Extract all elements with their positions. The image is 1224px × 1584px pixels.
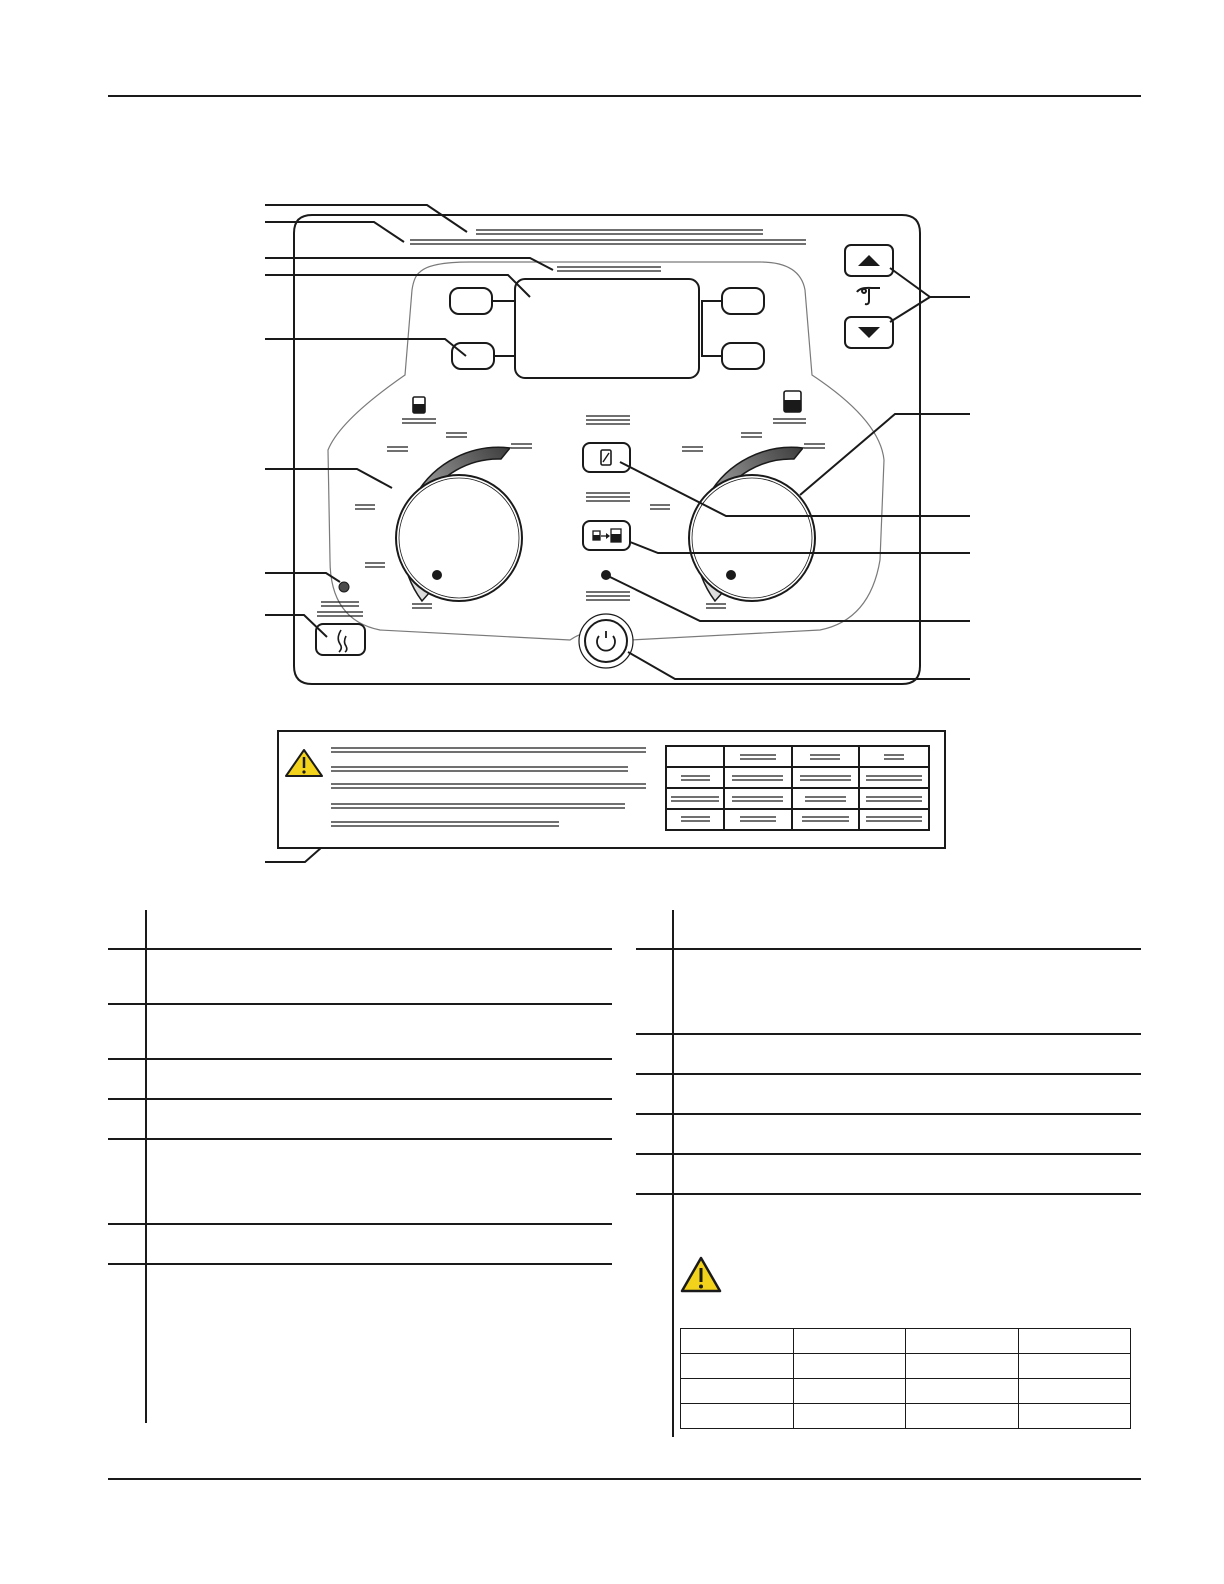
table-row — [681, 1354, 1131, 1379]
right-row-rule-5 — [636, 1153, 1141, 1155]
soft-key-bottom-right[interactable] — [722, 343, 764, 369]
left-row-rule-1 — [108, 948, 612, 950]
center-status-led — [601, 570, 611, 580]
left-knob[interactable] — [396, 447, 522, 601]
soft-key-top-left[interactable] — [450, 288, 492, 314]
left-status-led — [339, 582, 349, 592]
soft-key-top-right[interactable] — [722, 288, 764, 314]
right-knob[interactable] — [689, 447, 815, 601]
left-table-divider — [145, 910, 147, 1423]
footer-rule — [108, 1478, 1141, 1480]
left-row-rule-4 — [108, 1098, 612, 1100]
left-knob-indicator — [432, 570, 442, 580]
right-row-rule-4 — [636, 1113, 1141, 1115]
right-row-rule-2 — [636, 1033, 1141, 1035]
warning-label — [278, 731, 945, 848]
left-row-rule-5 — [108, 1138, 612, 1140]
power-button[interactable] — [579, 614, 633, 668]
memory-button[interactable] — [583, 443, 630, 472]
settings-grid — [680, 1328, 1131, 1429]
right-row-rule-6 — [636, 1193, 1141, 1195]
table-row — [681, 1404, 1131, 1429]
down-button[interactable] — [845, 317, 893, 348]
warning-icon — [678, 1254, 724, 1296]
left-row-rule-3 — [108, 1058, 612, 1060]
soft-key-bottom-left[interactable] — [452, 343, 494, 369]
small-container-icon — [413, 397, 425, 413]
left-row-rule-6 — [108, 1223, 612, 1225]
table-row — [681, 1379, 1131, 1404]
large-container-icon — [784, 391, 801, 412]
right-row-rule-3 — [636, 1073, 1141, 1075]
right-table-divider — [672, 910, 674, 1437]
gas-purge-button[interactable] — [316, 624, 365, 655]
table-row — [681, 1329, 1131, 1354]
up-button[interactable] — [845, 245, 893, 276]
left-row-rule-7 — [108, 1263, 612, 1265]
torch-trigger-icon — [857, 288, 880, 304]
left-row-rule-2 — [108, 1003, 612, 1005]
right-knob-indicator — [726, 570, 736, 580]
right-row-rule-1 — [636, 948, 1141, 950]
lcd-display — [515, 279, 699, 378]
copy-memory-button[interactable] — [583, 521, 630, 550]
